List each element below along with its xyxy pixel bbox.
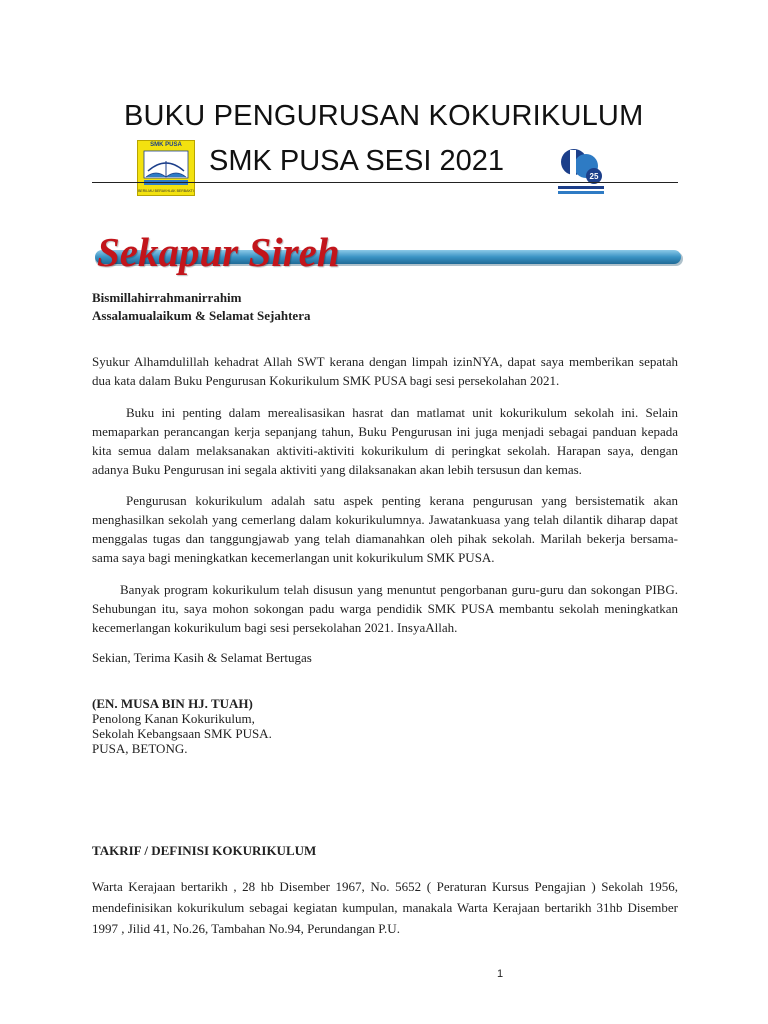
- header-divider: [92, 182, 678, 183]
- school-motto: BERILMU BERAKHLAK BERBAKTI: [138, 189, 194, 193]
- school-logo-text: SMK PUSA: [150, 142, 182, 148]
- takrif-paragraph: Warta Kerajaan bertarikh , 28 hb Disember 1967, No. 5652 ( Peraturan Kursus Pengajian ) Sekolah 1956, mendefinisikan kokurikulum sebagai kegiatan kumpulan, manakala Warta Kerajaan bertarikh 31hb Disember 1997 , Jilid 41, No.26, Tambahan No.94, Perundangan P.U.: [92, 879, 678, 936]
- takrif-heading: TAKRIF / DEFINISI KOKURIKULUM: [92, 843, 317, 858]
- paragraph-2: Buku ini penting dalam merealisasikan hasrat dan matlamat unit kokurikulum sekolah ini. Selain memaparkan perancangan kerja sepanjang tahun, Buku Pengurusan ini juga menjadi sebagai panduan kepada kita semua dalam melaksanakan aktiviti-aktiviti kokurikulum di peringkat sekolah. Harapan saya, dengan adanya Buku Pengurusan ini segala aktiviti yang dilaksanakan akan lebih tersusun dan kemas.: [92, 405, 678, 477]
- document-subtitle: SMK PUSA SESI 2021: [209, 145, 504, 177]
- greeting-line-1: Bismillahirrahmanirrahim: [92, 290, 242, 305]
- paragraph-3: Pengurusan kokurikulum adalah satu aspek penting kerana pengurusan yang bersistematik akan menghasilkan sekolah yang cemerlang dalam kokurikulumnya. Jawatankuasa yang telah dilantik diharap dapat menggalas tugas dan tanggungjawab yang telah diamanahkan oleh pihak sekolah. Marilah bekerja bersama-sama saya bagi meningkatkan kecemerlangan unit kokurikulum SMK PUSA.: [92, 493, 678, 565]
- paragraph-1: Syukur Alhamdulillah kehadrat Allah SWT kerana dengan limpah izinNYA, dapat saya memberikan sepatah dua kata dalam Buku Pengurusan Kokurikulum SMK PUSA bagi sesi persekolahan 2021.: [92, 354, 678, 388]
- signatory-school: Sekolah Kebangsaan SMK PUSA.: [92, 726, 272, 741]
- document-title: BUKU PENGURUSAN KOKURIKULUM: [124, 100, 644, 132]
- page-number: 1: [497, 968, 504, 980]
- book-emblem-icon: [138, 147, 194, 191]
- signatory-position: Penolong Kanan Kokurikulum,: [92, 711, 255, 726]
- closing-line: Sekian, Terima Kasih & Selamat Bertugas: [92, 650, 312, 665]
- signature-block: [92, 696, 272, 756]
- anniversary-logo-icon: [556, 142, 606, 198]
- signatory-location: PUSA, BETONG.: [92, 741, 188, 756]
- school-logo: [137, 140, 195, 196]
- section-heading: Sekapur Sireh: [97, 229, 340, 275]
- paragraph-4: Banyak program kokurikulum telah disusun yang menuntut pengorbanan guru-guru dan sokongan PIBG. Sehubungan itu, saya mohon sokongan padu warga pendidik SMK PUSA membantu sekolah meningkatkan kecemerlangan kokurikulum bagi sesi persekolahan 2021. InsyaAllah.: [92, 582, 678, 635]
- anniversary-badge: 25: [589, 172, 599, 181]
- greeting-line-2: Assalamualaikum & Selamat Sejahtera: [92, 308, 311, 323]
- signatory-name: (EN. MUSA BIN HJ. TUAH): [92, 696, 253, 711]
- greeting: [92, 289, 310, 325]
